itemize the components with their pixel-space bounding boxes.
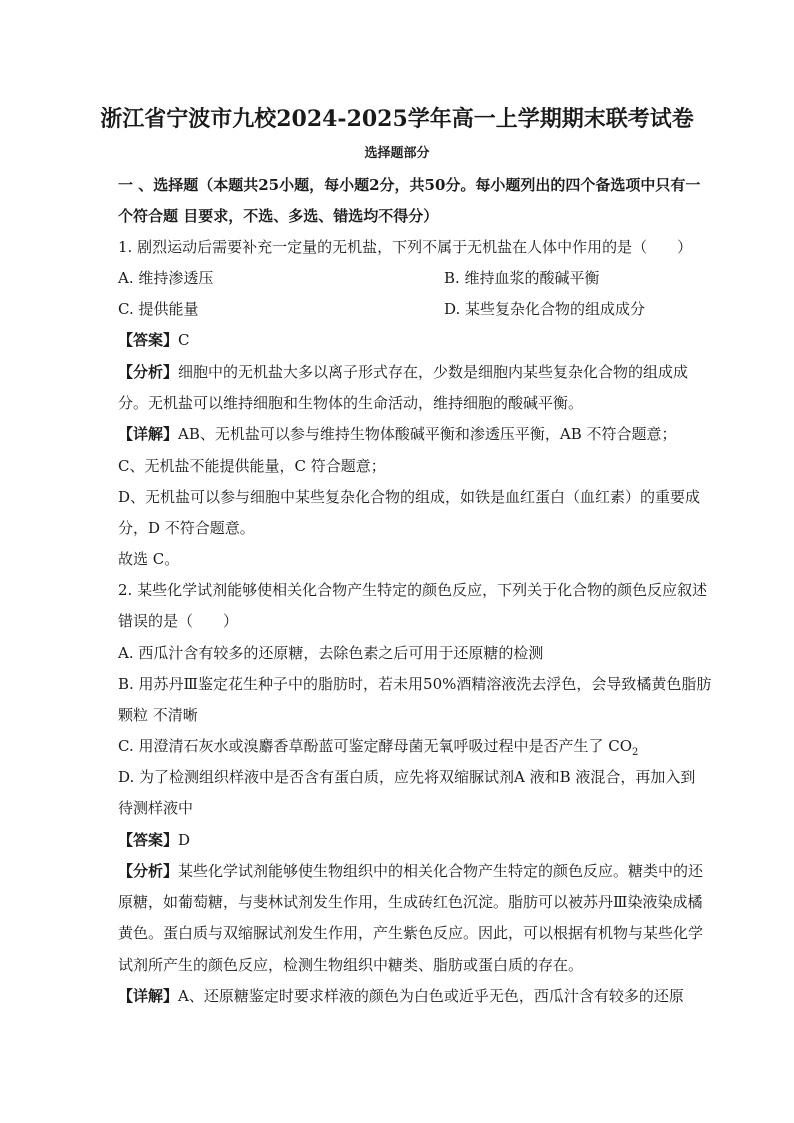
q1-detail-text-1: AB、无机盐可以参与维持生物体酸碱平衡和渗透压平衡，AB 不符合题意；	[178, 425, 677, 443]
q2-analysis-line-1	[118, 861, 703, 881]
q2-answer-tag: 【答案】	[118, 831, 179, 849]
q1-answer-value: C	[178, 331, 190, 349]
page-title: 浙江省宁波市九校2024-2025学年高一上学期期末联考试卷	[100, 106, 694, 132]
q1-conclusion: 故选 C。	[118, 550, 180, 568]
section-heading-line-1: 一 、选择题（本题共25小题，每小题2分，共50分。每小题列出的四个备选项中只有一	[118, 176, 701, 194]
q2-stem-line-1: 2. 某些化学试剂能够使相关化合物产生特定的颜色反应，下列关于化合物的颜色反应叙述	[118, 581, 708, 599]
q2-answer-value: D	[178, 831, 191, 849]
q2-analysis-text-1: 某些化学试剂能够使生物组织中的相关化合物产生特定的颜色反应。糖类中的还	[178, 862, 704, 880]
q2-detail-line-1	[118, 986, 684, 1006]
q1-detail-line-2: C、无机盐不能提供能量，C 符合题意；	[118, 457, 386, 475]
q1-analysis-line-2: 分。无机盐可以维持细胞和生物体的生命活动，维持细胞的酸碱平衡。	[118, 394, 584, 412]
q2-analysis-line-2: 原糖，如葡萄糖，与斐林试剂发生作用，生成砖红色沉淀。脂肪可以被苏丹Ⅲ染液染成橘	[118, 893, 703, 911]
q1-detail-line-1	[118, 424, 677, 444]
q2-option-b-line-1: B. 用苏丹Ⅲ鉴定花生种子中的脂肪时，若未用50%酒精溶液洗去浮色，会导致橘黄色脂肪	[118, 675, 712, 693]
q1-option-b: B. 维持血浆的酸碱平衡	[444, 269, 600, 287]
q2-analysis-tag: 【分析】	[118, 862, 179, 880]
q2-detail-text-1: A、还原糖鉴定时要求样液的颜色为白色或近乎无色，西瓜汁含有较多的还原	[178, 987, 684, 1005]
q1-option-a: A. 维持渗透压	[118, 269, 214, 287]
q2-analysis-line-3: 黄色。蛋白质与双缩脲试剂发生作用，产生紫色反应。因此，可以根据有机物与某些化学	[118, 924, 704, 942]
q1-detail-line-3: D、无机盐可以参与细胞中某些复杂化合物的组成，如铁是血红蛋白（血红素）的重要成	[118, 488, 701, 506]
q1-stem: 1. 剧烈运动后需要补充一定量的无机盐，下列不属于无机盐在人体中作用的是（ ）	[118, 238, 693, 256]
q2-option-b-line-2: 颗粒 不清晰	[118, 706, 198, 724]
q2-option-d-line-1: D. 为了检测组织样液中是否含有蛋白质，应先将双缩脲试剂A 液和B 液混合，再加入到	[118, 768, 696, 786]
q1-option-d: D. 某些复杂化合物的组成成分	[444, 300, 646, 318]
q2-option-c	[118, 736, 638, 756]
q2-analysis-line-4: 试剂所产生的颜色反应，检测生物组织中糖类、脂肪或蛋白质的存在。	[118, 956, 584, 974]
q1-detail-tag: 【详解】	[118, 425, 179, 443]
q1-analysis-text-1: 细胞中的无机盐大多以离子形式存在，少数是细胞内某些复杂化合物的组成成	[178, 363, 689, 381]
q2-answer	[118, 830, 190, 850]
q2-stem-line-2: 错误的是（ ）	[118, 612, 239, 630]
section-heading-line-2: 个符合题 目要求，不选、多选、错选均不得分）	[118, 207, 439, 225]
page-subtitle: 选择题部分	[364, 146, 430, 161]
q1-option-c: C. 提供能量	[118, 300, 199, 318]
q1-detail-line-4: 分，D 不符合题意。	[118, 519, 255, 537]
q2-option-c-subscript: 2	[632, 747, 639, 758]
q2-option-d-line-2: 待测样液中	[118, 799, 194, 817]
q2-detail-tag: 【详解】	[118, 987, 179, 1005]
q1-answer-tag: 【答案】	[118, 331, 179, 349]
q1-analysis-line-1	[118, 362, 688, 382]
q1-analysis-tag: 【分析】	[118, 363, 179, 381]
q1-answer	[118, 330, 190, 350]
q2-option-c-text: C. 用澄清石灰水或溴麝香草酚蓝可鉴定酵母菌无氧呼吸过程中是否产生了 CO	[118, 737, 633, 755]
q2-option-a: A. 西瓜汁含有较多的还原糖，去除色素之后可用于还原糖的检测	[118, 644, 544, 662]
